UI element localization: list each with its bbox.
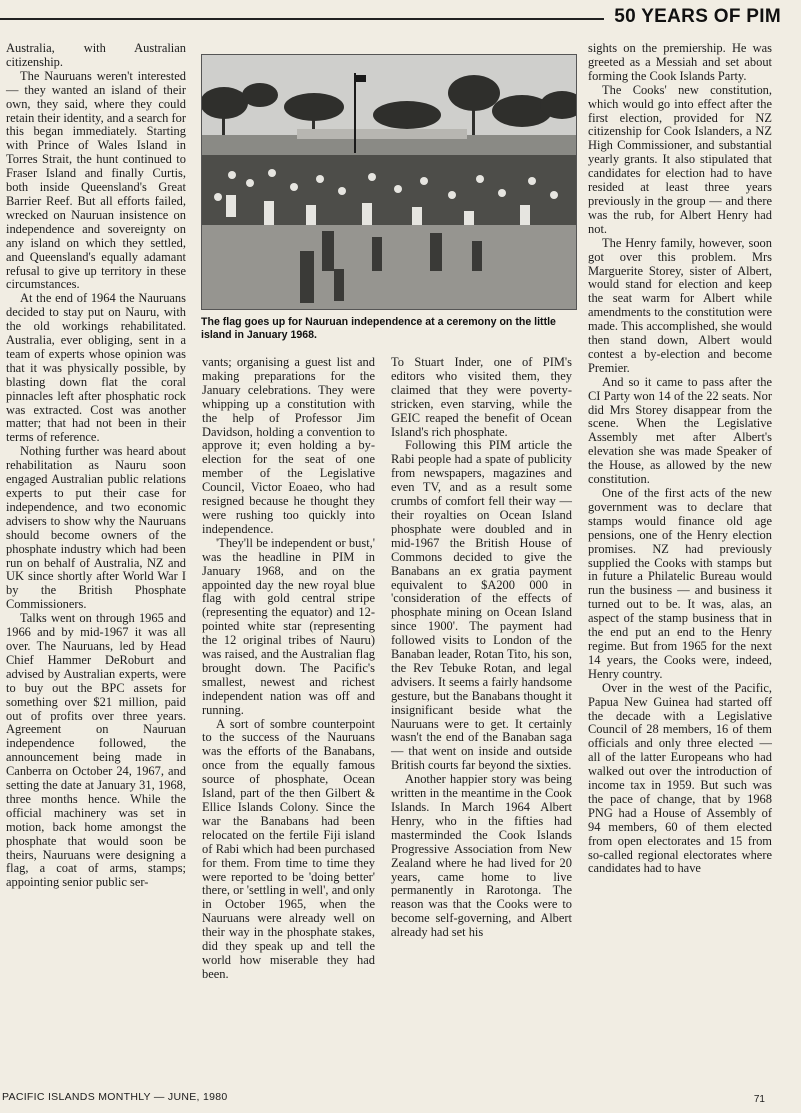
header-rule	[0, 18, 604, 20]
paragraph: And so it came to pass after the CI Party won 14 of the 22 seats. Nor did Mrs Storey disappear from the scene. When the Legislative Assembly met after Albert's elevation she was made Speaker of the House, as allowed by the new constitution.	[588, 374, 772, 487]
article-column-1	[6, 42, 186, 890]
paragraph: vants; organising a guest list and making preparations for the January celebrations. They were whipping up a constitution with the help of Professor Jim Davidson, holding a convention to approve it; even holding a by-election for the seat of one member of the Legislative Council, Victor Eoaeo, who had resigned because he thought they were rushing too quickly into independence.	[202, 355, 375, 536]
flag-raising-photo	[201, 54, 577, 310]
section-title: 50 YEARS OF PIM	[614, 6, 781, 27]
paragraph: Over in the west of the Pacific, Papua New Guinea had started off the decade with a Legislative Council of 28 members, 16 of them officials and only three elected — all of the latter Europeans who had walked out over the introduction of income tax in 1959. But such was the pace of change, that by 1968 PNG had a House of Assembly of 94 members, 60 of them elected from open electorates and 15 from so-called regional electorates where candidates had to have	[588, 680, 772, 876]
page-number: 71	[753, 1094, 765, 1105]
paragraph: One of the first acts of the new government was to declare that stamps would finance old age pensions, one of the Henry election promises. NZ had previously supplied the Cooks with stamps but in future a Philatelic Bureau would run the business — and business it turned out to be. It was, alas, an aspect of the stamp business that in the end put an end to the Henry regime. But from 1965 for the next 14 years, the Cooks were, indeed, Henry country.	[588, 486, 772, 681]
paragraph: Talks went on through 1965 and 1966 and by mid-1967 it was all over. The Nauruans, led by Head Chief Hammer DeRoburt and advised by Australian experts, were to buy out the BPC assets for something over $21 million, paid out of profits over three years. Agreement on Nauruan independence followed, the announcement being made in Canberra on October 24, 1967, and setting the date at January 31, 1968, three months hence. While the official machinery was set in motion, back home amongst the phosphate that would soon be theirs, Nauruans were designing a flag, a coat of arms, stamps; appointing senior public ser-	[6, 611, 186, 890]
paragraph: The Henry family, however, soon got over this problem. Mrs Marguerite Storey, sister of Albert, would stand for election and keep the seat warm for Albert while amendments to the constitution were made. This accomplished, she would then stand down, Albert would contest a by-election and become Premier.	[588, 235, 772, 375]
paragraph: Nothing further was heard about rehabilitation as Nauru soon engaged Australian public relations experts to put their case for independence, and two economic advisers to show why the Nauruans should become owners of the phosphate industry which had been run on behalf of Australia, NZ and UK since shortly after World War I by the British Phosphate Commissioners.	[6, 444, 186, 612]
paragraph: 'They'll be independent or bust,' was the headline in PIM in January 1968, and on the appointed day the new royal blue flag with gold central stripe (representing the equator) and 12-pointed white star (representing the 12 original tribes of Nauru) was raised, and the Australian flag brought down. The Pacific's smallest, newest and richest independent nation was off and running.	[202, 535, 375, 717]
paragraph: Another happier story was being written in the meantime in the Cook Islands. In March 1964 Albert Henry, who in the fifties had masterminded the Cook Islands Progressive Association from New Zealand where he had lived for 20 years, came home to live permanently in Rarotonga. The reason was that the Cooks were to become self-governing, and Albert already had set his	[391, 772, 572, 940]
paragraph: Following this PIM article the Rabi people had a spate of publicity from newspapers, magazines and even TV, and as a result some crumbs of comfort fell their way — their royalties on Ocean Island phosphate were doubled and in mid-1967 the British House of Commons decided to give the Banabans an ex gratia payment equivalent to $A200 000 in 'consideration of the effects of phosphate mining on Ocean Island since 1900'. The payment had followed visits to London of the Banaban leader, Rotan Tito, his son, the Rev Tebuke Rotan, and legal advisers. It seems a fairly handsome gesture, but the Banabans thought it insignificant beside what the Nauruans were to get. It certainly wasn't the end of the Banaban saga — that went on inside and outside British courts far beyond the sixties.	[391, 438, 572, 773]
article-column-2	[202, 356, 375, 982]
paragraph: Australia, with Australian citizenship.	[6, 41, 186, 69]
article-column-4	[588, 42, 772, 876]
paragraph: To Stuart Inder, one of PIM's editors who visited them, they claimed that they were poverty-stricken, even starving, while the GEIC reaped the benefit of Ocean Island's rich phosphate.	[391, 355, 572, 439]
paragraph: The Cooks' new constitution, which would go into effect after the first election, provided for NZ citizenship for Cook Islanders, a NZ High Commissioner, and substantial yearly grants. It also stipulated that candidates for election had to have resided at least three years previously in the group — and there was the rub, for Albert Henry had not.	[588, 82, 772, 236]
publication-footer: PACIFIC ISLANDS MONTHLY — JUNE, 1980	[2, 1091, 228, 1103]
paragraph: At the end of 1964 the Nauruans decided to stay put on Nauru, with the old workings rehabilitated. Australia, ever obliging, sent in a team of experts whose opinion was that it was physically possible, by blasting down flat the coral pinnacles left after phosphatic rock was extracted. Cost was another matter; that had not been in their terms of reference.	[6, 291, 186, 445]
paragraph: sights on the premiership. He was greeted as a Messiah and set about forming the Cook Islands Party.	[588, 41, 772, 83]
paragraph: The Nauruans weren't interested — they wanted an island of their own, they said, where they could retain their identity, and a search for this began immediately. Starting with Prince of Wales Island in Torres Strait, the hunt continued to Fraser Island and finally Curtis, both inside Queensland's Great Barrier Reef. But all efforts failed, wrecked on Nauruan insistence on independence and sovereignty on any island on which they settled, and Queensland's equally adamant refusal to give up territory in these circumstances.	[6, 68, 186, 292]
photo-caption: The flag goes up for Nauruan independence at a ceremony on the little island in January 1968.	[201, 316, 556, 341]
article-column-3	[391, 356, 572, 940]
flag-raising-photo-image	[202, 55, 576, 309]
paragraph: A sort of sombre counterpoint to the success of the Nauruans was the efforts of the Banabans, once from the equally famous source of phosphate, Ocean Island, part of the then Gilbert & Ellice Islands Colony. Since the war the Banabans had been relocated on the fertile Fiji island of Rabi which had been purchased for them. From time to time they were reported to be 'doing better' there, or 'settling in well', and only in October 1965, when the Nauruans were already well on their way in the phosphate stakes, did they speak up and tell the world how miserable they had been.	[202, 716, 375, 981]
